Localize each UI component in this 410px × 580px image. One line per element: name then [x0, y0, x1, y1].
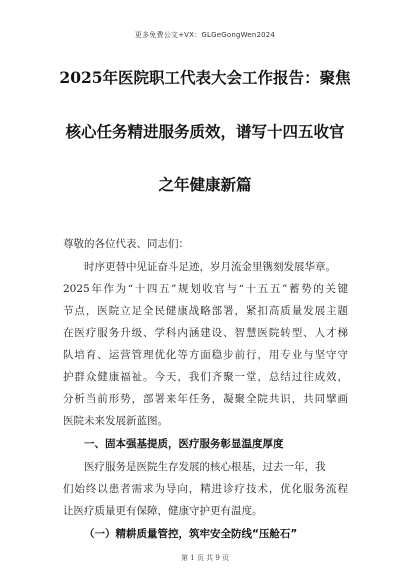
title-line-2: 核心任务精进服务质效，谱写十四五收官: [65, 122, 345, 141]
section-heading: 一、固本强基提质，医疗服务彰显温度厚度: [84, 438, 284, 450]
subsection-heading: （一）精耕质量管控，筑牢安全防线“压舱石”: [84, 528, 298, 540]
page-footer: 第 1 页 共 9 页: [180, 554, 230, 562]
title-line-3: 之年健康新篇: [158, 175, 252, 194]
section-line: 们始终以患者需求为导向，精进诊疗技术，优化服务流程: [63, 483, 348, 495]
intro-line: 节点，医院立足全民健康战略部署，紧扣高质量发展主题: [63, 305, 348, 317]
title-line-1: 2025年医院职工代表大会工作报告：聚焦: [59, 68, 351, 87]
section-line: 医疗服务是医院生存发展的核心根基，过去一年，我: [84, 461, 326, 473]
intro-line: 在医疗服务升级、学科内涵建设、智慧医院转型、人才梯: [63, 327, 348, 339]
intro-line: 分析当前形势，部署来年任务，凝聚全院共识，共同擘画: [63, 393, 348, 405]
header-note: 更多免费公文+VX：GLGeGongWen2024: [134, 31, 276, 39]
intro-line: 2025年作为“十四五”规划收官与“十五五”蓄势的关键: [63, 283, 348, 295]
salutation: 尊敬的各位代表、同志们：: [63, 238, 189, 250]
section-line: 让医疗质量更有保障，健康守护更有温度。: [63, 505, 263, 517]
intro-line: 护群众健康福祉。今天，我们齐聚一堂，总结过往成效，: [63, 371, 348, 383]
intro-line: 时序更替中见证奋斗足迹，岁月流金里镌刻发展华章。: [84, 261, 336, 273]
intro-line: 队培育、运营管理优化等方面稳步前行，用专业与坚守守: [63, 349, 348, 361]
intro-line: 医院未来发展新蓝图。: [63, 415, 168, 427]
